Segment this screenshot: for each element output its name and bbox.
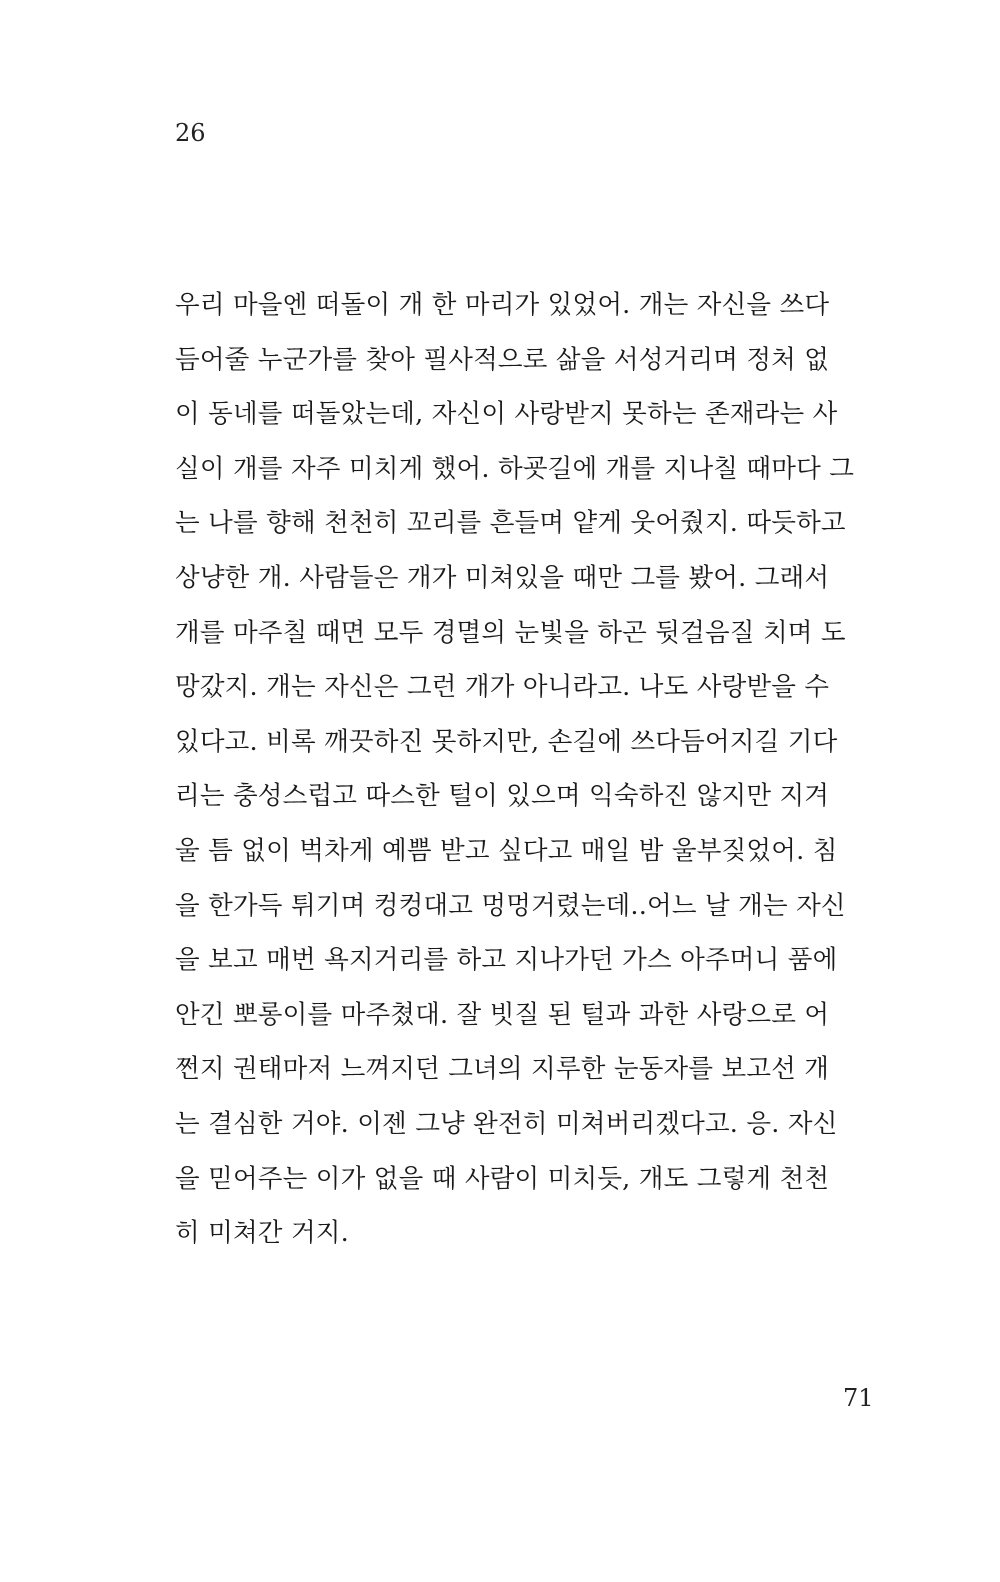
body-line: 안긴 뽀롱이를 마주쳤대. 잘 빗질 된 털과 과한 사랑으로 어 (175, 999, 830, 1030)
body-line: 울 틈 없이 벅차게 예쁨 받고 싶다고 매일 밤 울부짖었어. 침 (175, 835, 838, 866)
body-line: 을 믿어주는 이가 없을 때 사람이 미치듯, 개도 그렇게 천천 (175, 1163, 830, 1194)
body-line: 을 보고 매번 욕지거리를 하고 지나가던 가스 아주머니 품에 (175, 945, 838, 976)
body-text (175, 283, 865, 1266)
body-line: 리는 충성스럽고 따스한 털이 있으며 익숙하진 않지만 지겨 (175, 781, 830, 812)
body-line: 는 나를 향해 천천히 꼬리를 흔들며 얕게 웃어줬지. 따듯하고 (175, 508, 846, 539)
body-line: 있다고. 비록 깨끗하진 못하지만, 손길에 쓰다듬어지길 기다 (175, 726, 838, 757)
body-line: 우리 마을엔 떠돌이 개 한 마리가 있었어. 개는 자신을 쓰다 (175, 290, 830, 320)
body-line: 을 한가득 튀기며 컹컹대고 멍멍거렸는데..어느 날 개는 자신 (175, 890, 846, 921)
body-line: 망갔지. 개는 자신은 그런 개가 아니라고. 나도 사랑받을 수 (175, 672, 830, 703)
body-line: 개를 마주칠 때면 모두 경멸의 눈빛을 하곤 뒷걸음질 치며 도 (175, 617, 846, 648)
body-line: 실이 개를 자주 미치게 했어. 하굣길에 개를 지나칠 때마다 그 (175, 453, 855, 484)
body-line: 는 결심한 거야. 이젠 그냥 완전히 미쳐버리겠다고. 응. 자신 (175, 1108, 838, 1139)
chapter-number: 26 (175, 119, 206, 147)
body-line: 상냥한 개. 사람들은 개가 미쳐있을 때만 그를 봤어. 그래서 (175, 562, 830, 593)
body-line: 히 미쳐간 거지. (175, 1218, 349, 1249)
body-line: 이 동네를 떠돌았는데, 자신이 사랑받지 못하는 존재라는 사 (175, 399, 838, 430)
body-line: 듬어줄 누군가를 찾아 필사적으로 삶을 서성거리며 정처 없 (175, 344, 830, 375)
page-number: 71 (843, 1384, 874, 1412)
body-line: 쩐지 권태마저 느껴지던 그녀의 지루한 눈동자를 보고선 개 (175, 1054, 830, 1085)
